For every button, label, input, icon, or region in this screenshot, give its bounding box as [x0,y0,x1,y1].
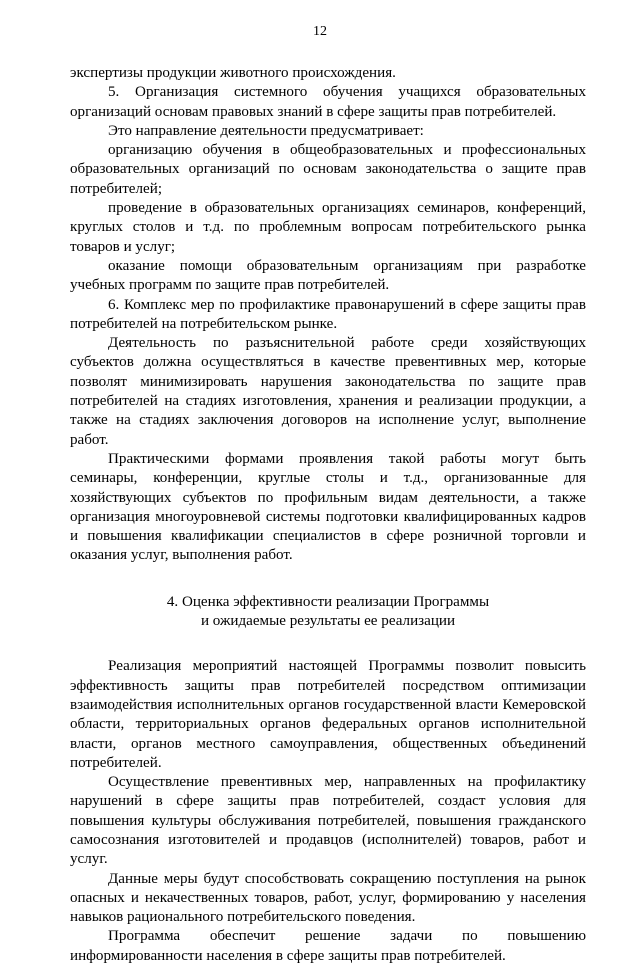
paragraph: оказание помощи образовательным организациям при разработке учебных программ по защите прав потребителей. [70,257,586,294]
paragraph: Практическими формами проявления такой работы могут быть семинары, конференции, круглые столы и т.д., организованные для хозяйствующих субъектов по профильным видам деятельности, а также организация многоуровневой системы подготовки квалифицированных кадров и повышения квалификации специалистов в сфере розничной торговли и оказания услуг, выполнения работ. [70,450,586,564]
page-number: 12 [313,24,327,39]
paragraph: Программа обеспечит решение задачи по повышению информированности населения в сфере защиты прав потребителей. [70,928,586,964]
paragraph: Это направление деятельности предусматривает: [108,122,424,139]
paragraph-continuation: экспертизы продукции животного происхождения. [70,65,396,81]
item-6-heading: 6. Комплекс мер по профилактике правонарушений в сфере защиты прав потребителей на потребительском рынке. [70,296,586,332]
paragraph: Осуществление превентивных мер, направленных на профилактику нарушений в сфере защиты прав потребителей, создаст условия для повышения культуры обслуживания потребителей, повышения гражданского самосознания изготовителей и продавцов (исполнителей) товаров, работ и услуг. [70,774,586,868]
paragraph: Реализация мероприятий настоящей Программы позволит повысить эффективность защиты прав потребителей посредством оптимизации взаимодействия исполнительных органов государственной власти Кемеровской области, территориальных органов федеральных органов исполнительной власти, органов местного самоуправления, общественных объединений потребителей. [70,658,586,771]
section-4-heading [70,593,586,632]
paragraph: организацию обучения в общеобразовательных и профессиональных образовательных организаций по основам законодательства о защите прав потребителей; [70,142,586,197]
document-body [70,64,586,966]
section-heading-line-2: и ожидаемые результаты ее реализации [200,613,456,630]
paragraph: Данные меры будут способствовать сокращению поступления на рынок опасных и некачественных товаров, работ, услуг, формированию у населения навыков рационального потребительского поведения. [70,870,586,926]
section-heading-line-1: 4. Оценка эффективности реализации Программы [166,593,490,610]
paragraph: проведение в образовательных организациях семинаров, конференций, круглых столов и т.д. по проблемным вопросам потребительского рынка товаров и услуг; [70,200,586,255]
paragraph: Деятельность по разъяснительной работе среди хозяйствующих субъектов должна осуществляться в качестве превентивных мер, которые позволят минимизировать нарушения законодательства по защите прав потребителей на стадиях изготовления, хранения и реализации продукции, а также на стадиях заключения договоров на исполнение услуг, выполнение работ. [70,335,586,448]
item-5-heading: 5. Организация системного обучения учащихся образовательных организаций основам правовых знаний в сфере защиты прав потребителей. [70,84,586,120]
